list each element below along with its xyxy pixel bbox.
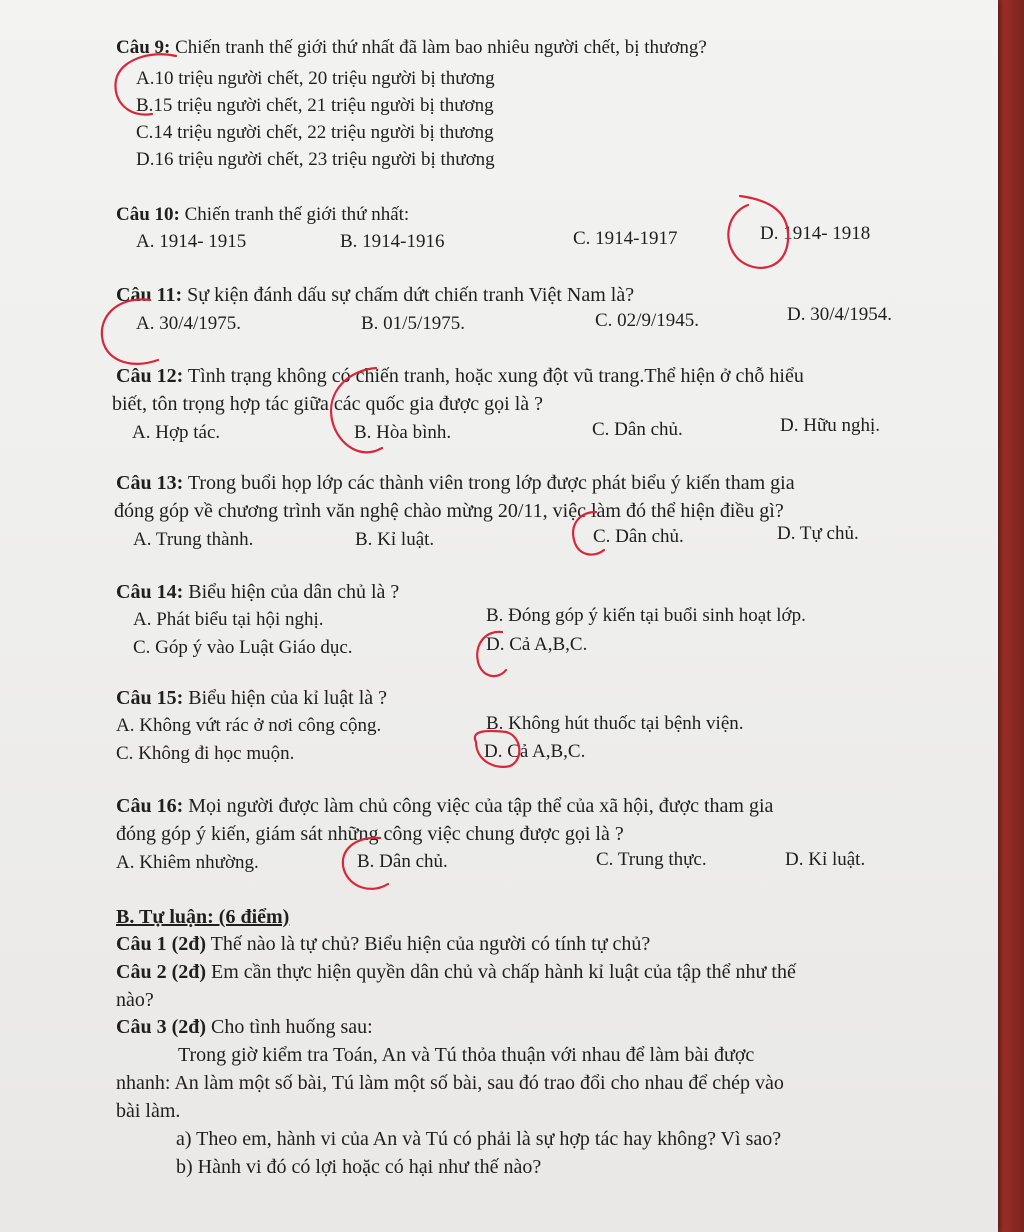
q11-option-d: D. 30/4/1954. bbox=[787, 304, 893, 325]
question-9-text: Chiến tranh thế giới thứ nhất đã làm bao nhiêu người chết, bị thương? bbox=[170, 37, 707, 58]
essay-heading: B. Tự luận: (6 điểm) bbox=[116, 906, 290, 928]
question-12-text-line2: biết, tôn trọng hợp tác giữa các quốc gia được gọi là ? bbox=[112, 393, 544, 415]
q14-option-a: A. Phát biểu tại hội nghị. bbox=[133, 609, 324, 630]
essay-q1-label: Câu 1 (2đ) bbox=[116, 933, 207, 955]
situation-line-3: bài làm. bbox=[116, 1100, 181, 1122]
q12-option-a: A. Hợp tác. bbox=[132, 422, 221, 443]
q13-option-b: B. Kỉ luật. bbox=[355, 529, 435, 550]
q10-option-a: A. 1914- 1915 bbox=[136, 231, 247, 252]
question-16-label: Câu 16: bbox=[116, 795, 184, 817]
q15-option-d: D. Cả A,B,C. bbox=[484, 741, 586, 762]
question-13-text: Trong buổi họp lớp các thành viên trong lớp được phát biểu ý kiến tham gia bbox=[183, 472, 795, 494]
q15-option-c: C. Không đi học muộn. bbox=[116, 743, 295, 764]
essay-question-1 bbox=[116, 932, 650, 956]
question-13 bbox=[116, 471, 795, 495]
q12-option-b: B. Hòa bình. bbox=[354, 422, 452, 443]
question-9-label: Câu 9: bbox=[116, 37, 171, 58]
question-13-label: Câu 13: bbox=[116, 472, 184, 494]
question-13-text-line2: đóng góp về chương trình văn nghệ chào mừng 20/11, việc làm đó thể hiện điều gì? bbox=[114, 500, 784, 522]
question-12-text: Tình trạng không có chiến tranh, hoặc xung đột vũ trang.Thể hiện ở chỗ hiểu bbox=[183, 365, 804, 387]
question-14-label: Câu 14: bbox=[116, 581, 184, 603]
question-10-label: Câu 10: bbox=[116, 204, 180, 225]
q13-option-c: C. Dân chủ. bbox=[593, 526, 684, 547]
essay-question-2 bbox=[116, 960, 796, 984]
q10-option-b: B. 1914-1916 bbox=[340, 231, 445, 252]
question-15-label: Câu 15: bbox=[116, 687, 184, 709]
q16-option-d: D. Kỉ luật. bbox=[785, 849, 866, 870]
q12-option-c: C. Dân chủ. bbox=[592, 419, 683, 440]
q11-option-b: B. 01/5/1975. bbox=[361, 313, 465, 334]
q9-option-c: C.14 triệu người chết, 22 triệu người bị thương bbox=[136, 122, 494, 143]
situation-line-2: nhanh: An làm một số bài, Tú làm một số bài, sau đó trao đổi cho nhau để chép vào bbox=[116, 1072, 784, 1094]
essay-q1-text: Thế nào là tự chủ? Biểu hiện của người có tính tự chủ? bbox=[206, 933, 651, 955]
question-12 bbox=[116, 364, 926, 388]
essay-part-b: b) Hành vi đó có lợi hoặc có hại như thế nào? bbox=[176, 1156, 542, 1178]
question-16-text-line2: đóng góp ý kiến, giám sát những công việc chung được gọi là ? bbox=[116, 823, 624, 845]
question-14-text: Biểu hiện của dân chủ là ? bbox=[183, 581, 400, 603]
q11-option-c: C. 02/9/1945. bbox=[595, 310, 699, 331]
question-11-label: Câu 11: bbox=[116, 284, 183, 306]
essay-question-2-line2: nào? bbox=[116, 989, 154, 1011]
question-16 bbox=[116, 794, 773, 818]
essay-q2-label: Câu 2 (2đ) bbox=[116, 961, 207, 983]
question-15-text: Biểu hiện của kỉ luật là ? bbox=[183, 687, 388, 709]
q9-option-d: D.16 triệu người chết, 23 triệu người bị thương bbox=[136, 149, 495, 170]
question-11 bbox=[116, 283, 634, 307]
q13-option-a: A. Trung thành. bbox=[133, 529, 254, 550]
question-15 bbox=[116, 686, 387, 710]
question-16-text: Mọi người được làm chủ công việc của tập thể của xã hội, được tham gia bbox=[183, 795, 774, 817]
question-10 bbox=[116, 203, 409, 227]
situation-line-1: Trong giờ kiểm tra Toán, An và Tú thỏa thuận với nhau để làm bài được bbox=[178, 1044, 755, 1066]
essay-part-a: a) Theo em, hành vi của An và Tú có phải là sự hợp tác hay không? Vì sao? bbox=[176, 1128, 782, 1150]
q12-option-d: D. Hữu nghị. bbox=[780, 415, 881, 436]
question-9 bbox=[116, 36, 707, 60]
q11-option-a: A. 30/4/1975. bbox=[136, 313, 242, 334]
question-12-label: Câu 12: bbox=[116, 365, 184, 387]
q9-option-a: A.10 triệu người chết, 20 triệu người bị thương bbox=[136, 68, 495, 89]
essay-q3-label: Câu 3 (2đ) bbox=[116, 1016, 207, 1038]
q10-option-d: D. 1914- 1918 bbox=[760, 223, 871, 244]
q14-option-b: B. Đóng góp ý kiến tại buổi sinh hoạt lớp. bbox=[486, 605, 806, 626]
q13-option-d: D. Tự chủ. bbox=[777, 523, 859, 544]
question-14 bbox=[116, 580, 399, 604]
question-11-text: Sự kiện đánh dấu sự chấm dứt chiến tranh Việt Nam là? bbox=[182, 284, 635, 306]
essay-question-3 bbox=[116, 1015, 373, 1039]
q16-option-b: B. Dân chủ. bbox=[357, 851, 448, 872]
q10-option-c: C. 1914-1917 bbox=[573, 228, 678, 249]
q9-option-b: B.15 triệu người chết, 21 triệu người bị thương bbox=[136, 95, 494, 116]
essay-q3-text: Cho tình huống sau: bbox=[206, 1016, 373, 1038]
q14-option-d: D. Cả A,B,C. bbox=[486, 634, 588, 655]
essay-q2-text: Em cần thực hiện quyền dân chủ và chấp hành kỉ luật của tập thể như thế bbox=[206, 961, 796, 983]
q15-option-a: A. Không vứt rác ở nơi công cộng. bbox=[116, 715, 382, 736]
q16-option-a: A. Khiêm nhường. bbox=[116, 852, 259, 873]
question-10-text: Chiến tranh thế giới thứ nhất: bbox=[179, 204, 410, 225]
q14-option-c: C. Góp ý vào Luật Giáo dục. bbox=[133, 637, 353, 658]
q16-option-c: C. Trung thực. bbox=[596, 849, 707, 870]
q15-option-b: B. Không hút thuốc tại bệnh viện. bbox=[486, 713, 744, 734]
